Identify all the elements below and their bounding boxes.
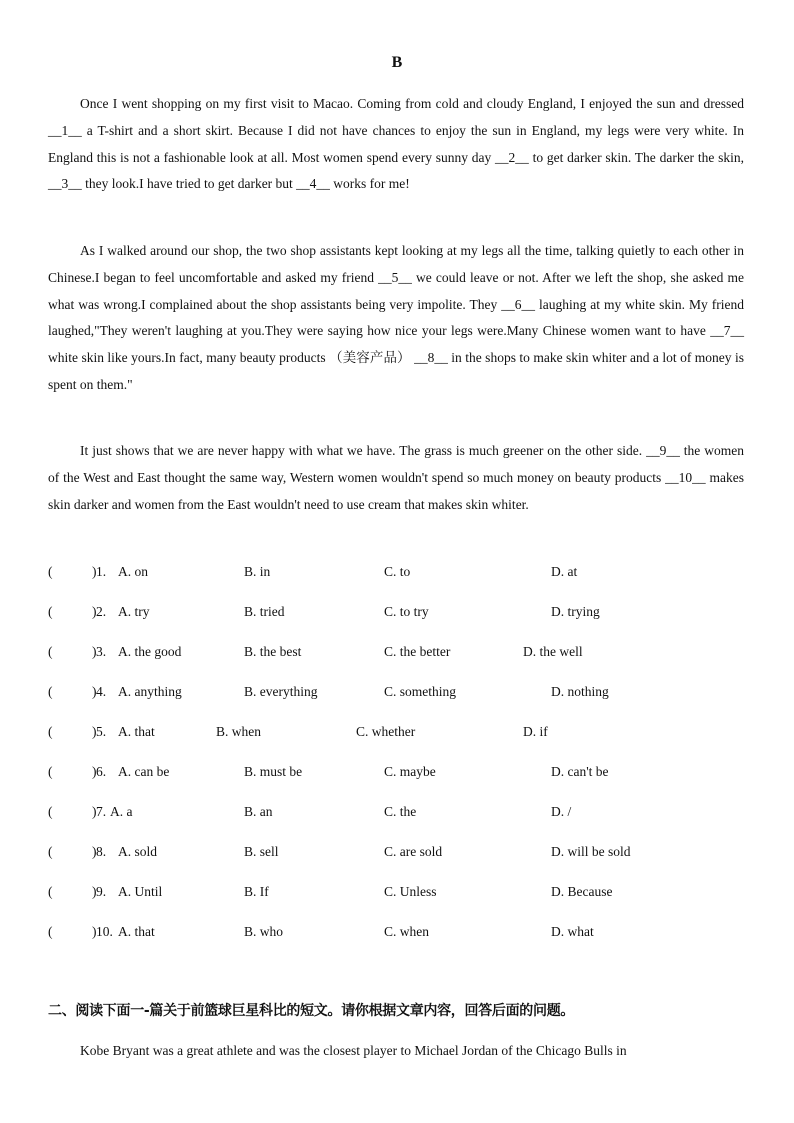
question-row-3 [48,644,748,664]
answer-blank-open: ( [48,684,53,699]
question-number: 3. [96,644,107,659]
option-d: D. the well [523,644,583,659]
option-b: B. everything [244,684,318,699]
question-number: 1. [96,564,107,579]
answer-blank-close: ) [92,564,97,579]
option-a: A. on [118,564,148,579]
option-c: C. are sold [384,844,443,859]
option-b: B. tried [244,604,285,619]
question-row-8 [48,844,748,864]
answer-blank-open: ( [48,924,53,939]
option-b: B. If [244,884,269,899]
answer-blank-open: ( [48,604,53,619]
answer-blank-close: ) [92,604,97,619]
option-c: C. to [384,564,411,579]
question-number: 8. [96,844,107,859]
option-d: D. Because [551,884,613,899]
question-row-1 [48,564,748,584]
question-number: 5. [96,724,107,739]
answer-blank-close: ) [92,684,97,699]
option-b: B. in [244,564,271,579]
answer-blank-open: ( [48,564,53,579]
option-a: A. the good [118,644,182,659]
answer-blank-close: ) [92,764,97,779]
answer-blank-close: ) [92,884,97,899]
question-number: 6. [96,764,107,779]
question-row-6 [48,764,748,784]
answer-blank-open: ( [48,844,53,859]
option-c: C. when [384,924,429,939]
option-a: A. sold [118,844,158,859]
option-c: C. maybe [384,764,436,779]
answer-blank-open: ( [48,764,53,779]
answer-blank-close: ) [92,804,97,819]
question-number: 7. [96,804,107,819]
question-number: 10. [96,924,113,939]
option-c: C. the better [384,644,451,659]
option-b: B. sell [244,844,279,859]
answer-blank-open: ( [48,884,53,899]
answer-blank-close: ) [92,844,97,859]
option-a: A. that [118,924,155,939]
option-a: A. can be [118,764,170,779]
section-heading: 二、阅读下面一-篇关于前篮球巨星科比的短文。请你根据文章内容，回答后面的问题。 [48,1003,575,1019]
option-a: A. a [110,804,133,819]
option-c: C. whether [356,724,416,739]
option-d: D. if [523,724,548,739]
option-d: D. what [551,924,594,939]
question-row-5 [48,724,748,744]
option-c: C. the [384,804,417,819]
question-row-9 [48,884,748,904]
answer-blank-open: ( [48,724,53,739]
answer-blank-close: ) [92,644,97,659]
option-d: D. / [551,804,572,819]
answer-blank-open: ( [48,644,53,659]
question-row-10 [48,924,748,944]
option-a: A. try [118,604,150,619]
option-d: D. will be sold [551,844,631,859]
option-b: B. when [216,724,261,739]
question-number: 2. [96,604,107,619]
section-title: B [391,54,403,71]
answer-blank-open: ( [48,804,53,819]
question-row-4 [48,684,748,704]
option-a: A. that [118,724,155,739]
option-d: D. nothing [551,684,609,699]
passage-paragraph-2: As I walked around our shop, the two shop assistants kept looking at my legs all the time, talking quietly to each other in Chinese.I began to feel uncomfortable and asked my friend __5__ we could leave or not. After we left the shop, she asked me what was wrong.I complained about the shop assistants being very impolite. They __6__ laughing at my white skin. My friend laughed,"They weren't laughing at you.They were saying how nice your legs were.Many Chinese women want to have __7__ white skin like yours.In fact, many beauty products （美容产品） __8__ in the shops to make skin whiter and a lot of money is spent on them." [48,243,744,392]
option-c: C. something [384,684,457,699]
option-b: B. must be [244,764,303,779]
answer-blank-close: ) [92,924,97,939]
option-b: B. the best [244,644,302,659]
option-c: C. Unless [384,884,437,899]
question-number: 4. [96,684,107,699]
option-d: D. can't be [551,764,609,779]
next-passage-paragraph: Kobe Bryant was a great athlete and was the closest player to Michael Jordan of the Chicago Bulls in [80,1043,627,1058]
answer-blank-close: ) [92,724,97,739]
option-a: A. Until [118,884,163,899]
option-b: B. who [244,924,284,939]
passage-paragraph-1: Once I went shopping on my first visit to Macao. Coming from cold and cloudy England, I enjoyed the sun and dressed __1__ a T-shirt and a short skirt. Because I did not have chances to enjoy the sun in England, my legs were very white. In England this is not a fashionable look at all. Most women spend every sunny day __2__ to get darker skin. The darker the skin, __3__ they look.I have tried to get darker but __4__ works for me! [48,96,744,192]
option-c: C. to try [384,604,429,619]
option-d: D. trying [551,604,600,619]
passage-paragraph-3: It just shows that we are never happy with what we have. The grass is much greener on the other side. __9__ the women of the West and East thought the same way, Western women wouldn't spend so much money on beauty products __10__ makes skin darker and women from the East wouldn't need to use cream that makes skin whiter. [48,443,744,512]
option-a: A. anything [118,684,182,699]
question-row-7 [48,804,748,824]
question-number: 9. [96,884,107,899]
option-d: D. at [551,564,578,579]
option-b: B. an [244,804,273,819]
question-row-2 [48,604,748,624]
